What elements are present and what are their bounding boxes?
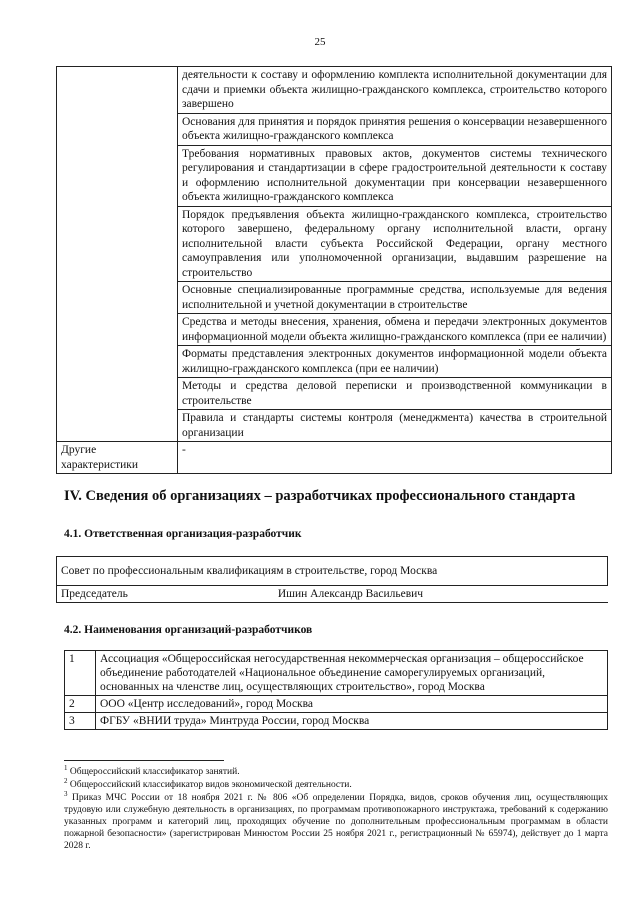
- requirement-item: Основные специализированные программные средства, используемые для ведения исполнительной и учетной документации в строительстве: [178, 282, 612, 314]
- chair-line: [57, 586, 608, 603]
- requirements-table: [56, 66, 612, 474]
- footnotes: [64, 763, 608, 853]
- developer-name: ФГБУ «ВНИИ труда» Минтруда России, город Москва: [96, 713, 608, 730]
- other-characteristics-label: Другие характеристики: [57, 442, 178, 474]
- other-characteristics-value: -: [178, 442, 612, 474]
- chair-position: Председатель: [61, 588, 128, 600]
- row-number: 3: [65, 713, 96, 730]
- developers-heading: 4.2. Наименования организаций-разработчиков: [64, 624, 313, 636]
- empty-label-cell: [57, 67, 178, 442]
- page-number: 25: [314, 36, 326, 48]
- requirement-item: Требования нормативных правовых актов, документов системы технического регулирования и стандартизации в сфере градостроительной деятельности к составу и оформлению исполнительной документации при консервации незавершенного объекта жилищно-гражданского комплекса: [178, 145, 612, 206]
- row-number: 2: [65, 696, 96, 713]
- footnote-divider: [64, 760, 224, 761]
- table-row: [65, 696, 608, 713]
- developer-name: Ассоциация «Общероссийская негосударственная некоммерческая организация – общероссийское объединение работодателей «Национальное объединение саморегулируемых организаций, основанных на членстве лиц, осуществляющих строительство», город Москва: [96, 651, 608, 696]
- table-row: [57, 557, 608, 586]
- footnote-item: [64, 776, 608, 791]
- table-row: [57, 586, 608, 603]
- table-row: [57, 67, 612, 114]
- responsible-org-name: Совет по профессиональным квалификациям в строительстве, город Москва: [57, 557, 608, 586]
- footnote-mark: 3: [64, 789, 68, 798]
- responsible-org-heading: 4.1. Ответственная организация-разработчик: [64, 528, 302, 540]
- developers-table: [64, 650, 608, 730]
- requirement-item: Правила и стандарты системы контроля (менеджмента) качества в строительной организации: [178, 410, 612, 442]
- row-number: 1: [65, 651, 96, 696]
- footnote-text: Приказ МЧС России от 18 ноября 2021 г. № 806 «Об определении Порядка, видов, сроков обучения лиц, осуществляющих трудовую или служебную деятельность в организациях, по программам противопожарного инструктажа, требований к содержанию указанных программ и категорий лиц, проходящих обучение по дополнительным профессиональным программам в области пожарной безопасности» (зарегистрирован Минюстом России 25 ноября 2021 г., регистрационный № 65974), действует до 1 марта 2028 г.: [64, 793, 608, 851]
- footnote-text: Общероссийский классификатор видов экономической деятельности.: [67, 780, 352, 790]
- footnote-item: [64, 763, 608, 778]
- table-row: [57, 442, 612, 474]
- footnote-text: Общероссийский классификатор занятий.: [67, 767, 240, 777]
- footnote-mark: 2: [64, 776, 68, 785]
- table-row: [65, 651, 608, 696]
- requirement-item: Основания для принятия и порядок принятия решения о консервации незавершенного объекта жилищно-гражданского комплекса: [178, 113, 612, 145]
- footnote-item: [64, 789, 608, 852]
- requirement-item: Порядок предъявления объекта жилищно-гражданского комплекса, строительство которого завершено, федеральному органу исполнительной власти, органу исполнительной власти субъекта Российской Федерации, органу местного самоуправления или уполномоченной организации, выдавшим разрешение на строительство: [178, 206, 612, 282]
- requirement-item: деятельности к составу и оформлению комплекта исполнительной документации для сдачи и приемки объекта жилищно-гражданского комплекса, строительство которого завершено: [178, 67, 612, 114]
- section-title: IV. Сведения об организациях – разработчиках профессионального стандарта: [64, 488, 576, 504]
- footnote-mark: 1: [64, 763, 68, 772]
- chair-person: Ишин Александр Васильевич: [277, 588, 424, 600]
- table-row: [65, 713, 608, 730]
- requirement-item: Форматы представления электронных документов информационной модели объекта жилищно-гражданского комплекса (при ее наличии): [178, 346, 612, 378]
- responsible-org-table: [56, 556, 608, 603]
- requirement-item: Средства и методы внесения, хранения, обмена и передачи электронных документов информационной модели объекта жилищно-гражданского комплекса (при ее наличии): [178, 314, 612, 346]
- developer-name: ООО «Центр исследований», город Москва: [96, 696, 608, 713]
- requirement-item: Методы и средства деловой переписки и производственной коммуникации в строительстве: [178, 378, 612, 410]
